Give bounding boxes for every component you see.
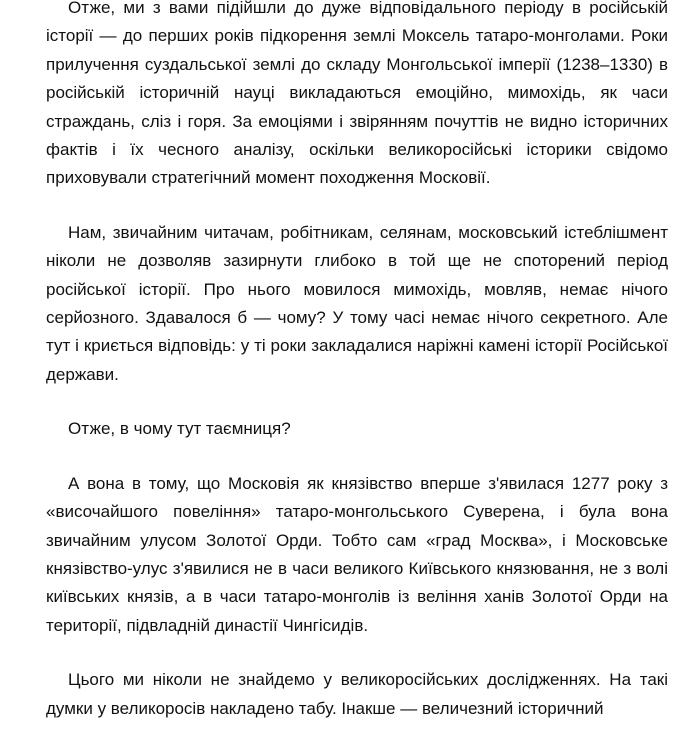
- paragraph-1: Отже, ми з вами підійшли до дуже відповідального періоду в російській історії — до перших років підкорення землі Моксель татаро-монголами. Роки прилучення суздальської землі до складу Монгольської імперії (1238–1330) в російській історичній науці викладаються емоційно, мимохідь, як часи страждань, сліз і горя. За емоціями і звірянням почуттів не видно історичних фактів і їх чесного аналізу, оскільки великоросійські історики свідомо приховували стратегічний момент походження Московії.: [46, 0, 668, 188]
- paragraph-5: Цього ми ніколи не знайдемо у великоросійських дослідженнях. На такі думки у великоросів накладено табу. Інакше — величезний історичний: [46, 670, 668, 718]
- paragraph-3: Отже, в чому тут таємниця?: [68, 419, 291, 439]
- article-body: [46, 0, 668, 749]
- paragraph-4: А вона в тому, що Московія як князівство вперше з'явилася 1277 року з «височайшого повеління» татаро-монгольського Суверена, і була вона звичайним улусом Золотої Орди. Тобто сам «град Москва», і Московське князівство-улус з'явилися не в часи великого Київського князювання, не з волі київських князів, а в часи татаро-монголів із веління ханів Золотої Орди на території, підвладній династії Чингісидів.: [46, 473, 668, 635]
- paragraph-2: Нам, звичайним читачам, робітникам, селянам, московський істеблішмент ніколи не дозволяв зазирнути глибоко в той ще не споторений період російської історії. Про нього мовилося мимохідь, мовляв, немає нічого серйозного. Здавалося б — чому? У тому часі немає нічого секретного. Але тут і криється відповідь: у ті роки закладалися наріжні камені історії Російської держави.: [46, 222, 668, 384]
